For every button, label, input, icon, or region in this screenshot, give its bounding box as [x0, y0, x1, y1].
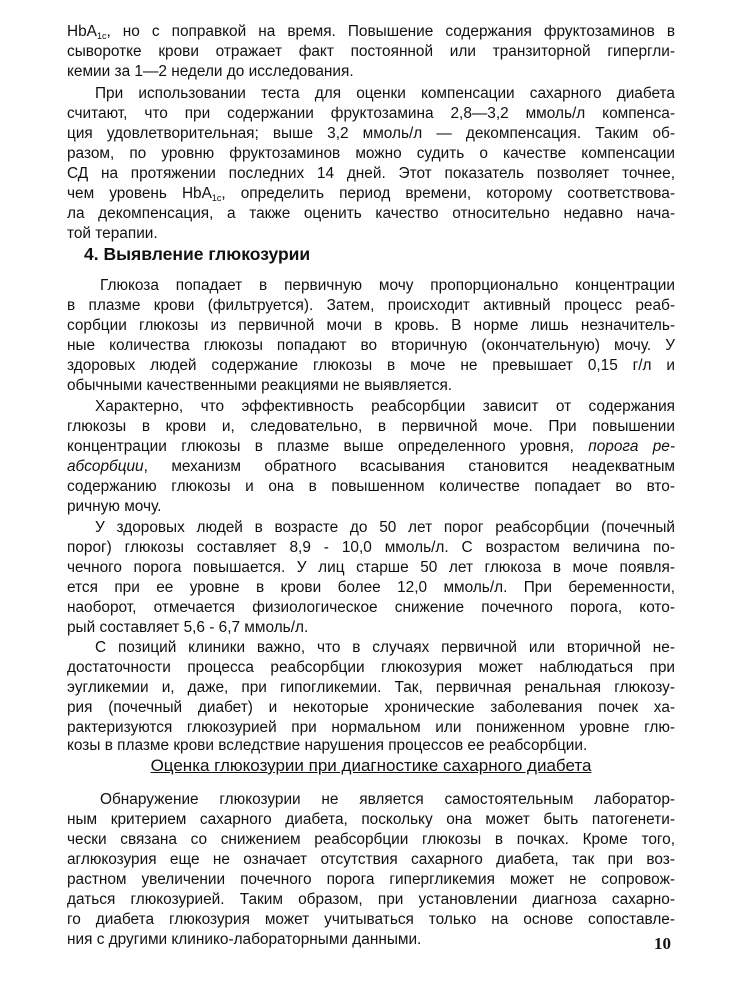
- subheading-text: Оценка глюкозурии при диагностике сахарного диабета: [150, 756, 592, 775]
- paragraph-6-line-5: рактеризуются глюкозурией при нормальном или пониженном уровне глю-: [67, 719, 675, 736]
- paragraph-3-line-1: Глюкоза попадает в первичную мочу пропорционально концентрации: [100, 277, 675, 294]
- paragraph-3-line-2: в плазме крови (фильтруется). Затем, происходит активный процесс реаб-: [67, 297, 675, 314]
- paragraph-6-line-2: достаточности процесса реабсорбции глюкозурия может наблюдаться при: [67, 659, 675, 676]
- paragraph-4-line-4: [67, 457, 675, 477]
- paragraph-6-line-6: козы в плазме крови вследствие нарушения процессов ее реабсорбции.: [67, 737, 588, 754]
- paragraph-4-line-6: ричную мочу.: [67, 498, 162, 515]
- section-heading: 4. Выявление глюкозурии: [84, 244, 311, 264]
- paragraph-7-line-7: го диабета глюкозурия может учитываться только на основе сопоставле-: [67, 911, 675, 928]
- italic-term: абсорбции: [67, 458, 144, 475]
- subscript: 1c: [211, 193, 222, 203]
- paragraph-1-line-1: [67, 22, 675, 43]
- paragraph-6-line-4: рия (почечный диабет) и некоторые хронические заболевания почек ха-: [67, 699, 675, 716]
- paragraph-4-line-5: содержанию глюкозы и она в повышенном количестве попадает во вто-: [67, 478, 675, 495]
- paragraph-7-line-1: Обнаружение глюкозурии не является самостоятельным лаборатор-: [100, 791, 675, 808]
- paragraph-4-line-3: [67, 437, 675, 457]
- paragraph-7-line-5: растном увеличении почечного порога гипергликемия может не сопровож-: [67, 871, 675, 888]
- paragraph-6-line-3: эугликемии и, даже, при гипогликемии. Так, первичная ренальная глюкозу-: [67, 679, 675, 696]
- paragraph-1-line-2: сыворотке крови отражает факт постоянной или транзиторной гипергли-: [67, 43, 675, 60]
- paragraph-2-line-8: той терапии.: [67, 225, 158, 242]
- paragraph-7-line-3: чески связана со снижением реабсорбции глюкозы в почках. Кроме того,: [67, 831, 675, 848]
- subscript: 1c: [96, 31, 107, 41]
- paragraph-3-line-6: обычными качественными реакциями не выявляется.: [67, 377, 453, 394]
- paragraph-5-line-3: чечного порога повышается. У лиц старше 50 лет глюкоза в моче появля-: [67, 559, 675, 576]
- paragraph-2-line-6: [67, 184, 675, 205]
- hba-text: HbA: [67, 23, 97, 40]
- paragraph-2-line-1: При использовании теста для оценки компенсации сахарного диабета: [95, 85, 675, 102]
- text-run: чем уровень HbA: [67, 185, 212, 202]
- text-run: концентрации глюкозы в плазме выше определенного уровня,: [67, 438, 574, 455]
- subsection-heading: [67, 756, 675, 776]
- paragraph-1-line-3: кемии за 1—2 недели до исследования.: [67, 63, 354, 80]
- paragraph-2-line-7: ла декомпенсация, а также оценить качество относительно недавно нача-: [67, 205, 675, 222]
- page-number: 10: [654, 934, 671, 953]
- italic-term: порога ре-: [588, 438, 675, 455]
- paragraph-3-line-5: здоровых людей содержание глюкозы в моче не превышает 0,15 г/л и: [67, 357, 675, 374]
- paragraph-2-line-4: разом, по уровню фруктозаминов можно судить о качестве компенсации: [67, 145, 675, 162]
- paragraph-5-line-6: рый составляет 5,6 - 6,7 ммоль/л.: [67, 619, 309, 636]
- paragraph-3-line-3: сорбции глюкозы из первичной мочи в кровь. В норме лишь незначитель-: [67, 317, 675, 334]
- paragraph-5-line-5: наоборот, отмечается физиологическое снижение почечного порога, кото-: [67, 599, 675, 616]
- text-run: , определить период времени, которому соответствова-: [221, 185, 675, 202]
- text-run: , но с поправкой на время. Повышение содержания фруктозаминов в: [106, 23, 675, 40]
- paragraph-5-line-4: ется при ее уровне в крови более 12,0 ммоль/л. При беременности,: [67, 579, 675, 596]
- paragraph-2-line-3: ция удовлетворительная; выше 3,2 ммоль/л — декомпенсация. Таким об-: [67, 125, 675, 142]
- paragraph-3-line-4: ные количества глюкозы попадают во вторичную (окончательную) мочу. У: [67, 337, 675, 354]
- paragraph-7-line-6: даться глюкозурией. Таким образом, при установлении диагноза сахарно-: [67, 891, 675, 908]
- paragraph-7-line-4: аглюкозурия еще не означает отсутствия сахарного диабета, так при воз-: [67, 851, 675, 868]
- paragraph-5-line-2: порог) глюкозы составляет 8,9 - 10,0 ммоль/л. С возрастом величина по-: [67, 539, 675, 556]
- paragraph-4-line-1: Характерно, что эффективность реабсорбции зависит от содержания: [95, 398, 675, 415]
- paragraph-4-line-2: глюкозы в крови и, следовательно, в первичной моче. При повышении: [67, 418, 675, 435]
- paragraph-5-line-1: У здоровых людей в возрасте до 50 лет порог реабсорбции (почечный: [95, 519, 675, 536]
- text-run: , механизм обратного всасывания становится неадекватным: [143, 458, 675, 475]
- paragraph-7-line-8: ния с другими клинико-лабораторными данными.: [67, 931, 422, 948]
- paragraph-6-line-1: С позиций клиники важно, что в случаях первичной или вторичной не-: [95, 639, 675, 656]
- paragraph-7-line-2: ным критерием сахарного диабета, поскольку она может быть патогенети-: [67, 811, 675, 828]
- paragraph-2-line-5: СД на протяжении последних 14 дней. Этот показатель позволяет точнее,: [67, 165, 675, 182]
- paragraph-2-line-2: считают, что при содержании фруктозамина 2,8—3,2 ммоль/л компенса-: [67, 105, 675, 122]
